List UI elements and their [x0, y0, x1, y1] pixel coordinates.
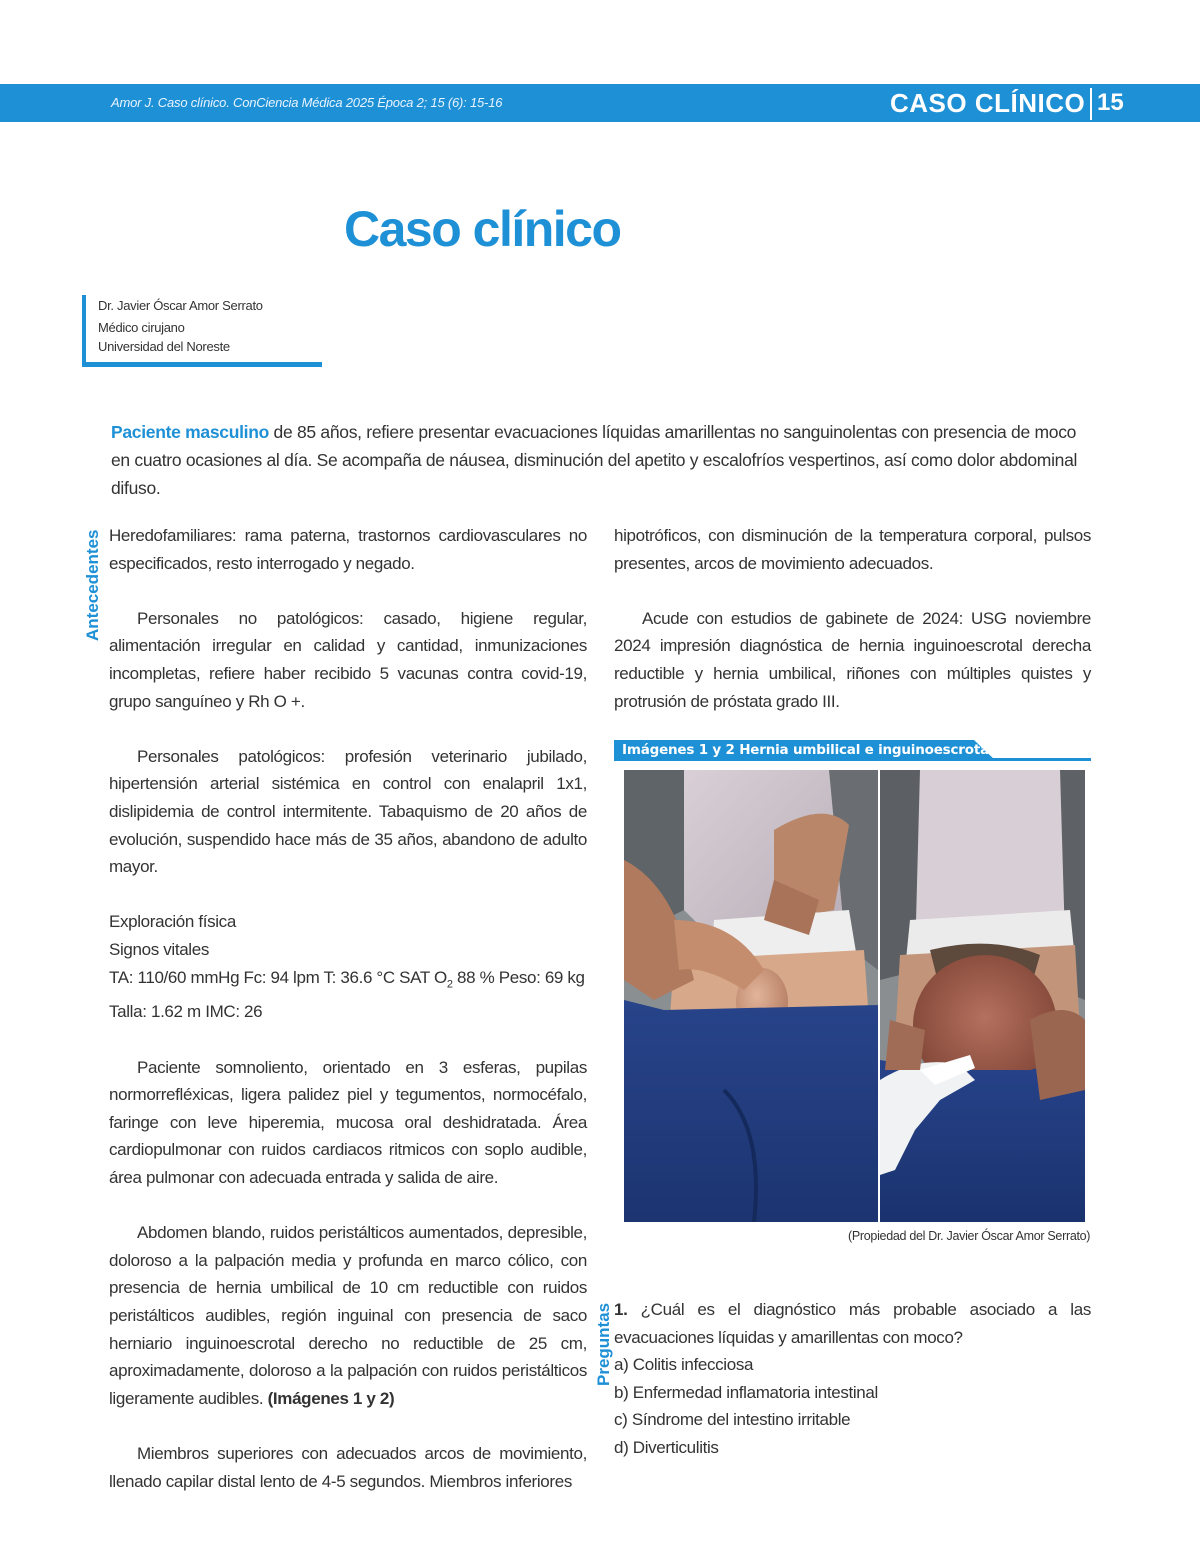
page-number: 15 — [1097, 89, 1124, 116]
antecedentes-label: Antecedentes — [83, 529, 102, 641]
question-block — [614, 1296, 1091, 1462]
clinical-photo-umbilical — [624, 770, 878, 1222]
inguinoescrotal-photo-illustration — [880, 770, 1085, 1222]
no-patologicos-paragraph: Personales no patológicos: casado, higiene regular, alimentación irregular en calidad y cantidad, inmunizaciones incompletas, refiere haber recibido 5 vacunas contra covid-19, grupo sanguíneo y Rh O +. — [109, 608, 587, 711]
exploration-paragraph: Paciente somnoliento, orientado en 3 esferas, pupilas normorrefléxicas, ligera palidez piel y tegumentos, normocéfalo, faringe con leve hiperemia, mucosa oral deshidratada. Área cardiopulmonar con ruidos cardiacos ritmicos con soplo audible, área pulmonar con adecuada entrada y salida de aire. — [109, 1057, 587, 1188]
intro-text: de 85 años, refiere presentar evacuaciones líquidas amarillentas no sanguinolentas con presencia de moco en cuatro ocasiones al día. Se acompaña de náusea, disminución del apetito y escalofríos vespertinos, así como dolor abdominal difuso. — [111, 422, 1078, 498]
images-reference: (Imágenes 1 y 2) — [267, 1388, 395, 1408]
author-role: Médico cirujano — [98, 320, 185, 335]
header-divider — [1090, 88, 1092, 120]
heredofamiliares-paragraph: Heredofamiliares: rama paterna, trastornos cardiovasculares no especificados, resto interrogado y negado. — [109, 526, 587, 573]
continuation-paragraph: hipotróficos, con disminución de la temperatura corporal, pulsos presentes, arcos de movimiento adecuados. — [614, 526, 1091, 573]
umbilical-photo-illustration — [624, 770, 878, 1222]
gabinete-paragraph: Acude con estudios de gabinete de 2024: USG noviembre 2024 impresión diagnóstica de hernia inguinoescrotal derecha reductible y hernia umbilical, riñones con múltiples quistes y protrusión de próstata grado III. — [614, 608, 1091, 711]
vitals-part-b: 88 % Peso: 69 kg Talla: 1.62 m IMC: 26 — [109, 967, 585, 1022]
author-underline — [82, 362, 322, 367]
miembros-paragraph: Miembros superiores con adecuados arcos de movimiento, llenado capilar distal lento de 4-5 segundos. Miembros inferiores — [109, 1443, 587, 1491]
vitals-block — [109, 908, 587, 1026]
vitals-part-a: TA: 110/60 mmHg Fc: 94 lpm T: 36.6 °C SAT O — [109, 967, 447, 987]
clinical-photo-inguinoescrotal — [880, 770, 1085, 1222]
question-number: 1. — [614, 1300, 628, 1319]
right-column — [614, 522, 1091, 743]
answer-option-a[interactable]: a) Colitis infecciosa — [614, 1355, 754, 1375]
abdomen-paragraph — [109, 1219, 587, 1412]
patologicos-paragraph: Personales patológicos: profesión veterinario jubilado, hipertensión arterial sistémica en control con enalapril 1x1, dislipidemia de control intermitente. Tabaquismo de 20 años de evolución, suspendido hace más de 35 años, abandono de adulto mayor. — [109, 746, 587, 877]
signos-heading: Signos vitales — [109, 939, 209, 959]
answer-option-c[interactable]: c) Síndrome del intestino irritable — [614, 1410, 851, 1430]
author-name: Dr. Javier Óscar Amor Serrato — [98, 298, 263, 313]
left-column — [109, 522, 587, 1523]
preguntas-label: Preguntas — [594, 1302, 613, 1386]
article-title: Caso clínico — [344, 201, 621, 257]
vitals-text — [109, 968, 585, 1022]
answer-option-b[interactable]: b) Enfermedad inflamatoria intestinal — [614, 1382, 878, 1402]
intro-paragraph — [111, 418, 1091, 502]
figure-header — [614, 740, 1091, 761]
exploracion-heading: Exploración física — [109, 912, 236, 932]
intro-lead: Paciente masculino — [111, 422, 269, 442]
vitals-subscript: 2 — [446, 977, 453, 990]
section-label: CASO CLÍNICO — [890, 88, 1086, 118]
figure-title: Imágenes 1 y 2 Hernia umbilical e inguinoescrotal — [622, 742, 994, 758]
author-institution: Universidad del Noreste — [98, 339, 230, 354]
author-accent-bar — [82, 295, 86, 367]
question-body: ¿Cuál es el diagnóstico más probable asociado a las evacuaciones líquidas y amarillentas con moco? — [614, 1300, 1091, 1347]
answer-option-d[interactable]: d) Diverticulitis — [614, 1437, 719, 1457]
question-text — [614, 1296, 1091, 1351]
abdomen-text: Abdomen blando, ruidos peristálticos aumentados, depresible, doloroso a la palpación media y profunda en marco cólico, con presencia de hernia umbilical de 10 cm reductible con ruidos peristálticos audibles, región inguinal con presencia de saco herniario inguinoescrotal derecho no reductible de 25 cm, aproximadamente, doloroso a la palpación con ruidos peristálticos ligeramente audibles. — [109, 1223, 587, 1408]
journal-citation: Amor J. Caso clínico. ConCiencia Médica 2025 Época 2; 15 (6): 15-16 — [111, 95, 503, 110]
figure-credit: (Propiedad del Dr. Javier Óscar Amor Serrato) — [848, 1229, 1091, 1243]
